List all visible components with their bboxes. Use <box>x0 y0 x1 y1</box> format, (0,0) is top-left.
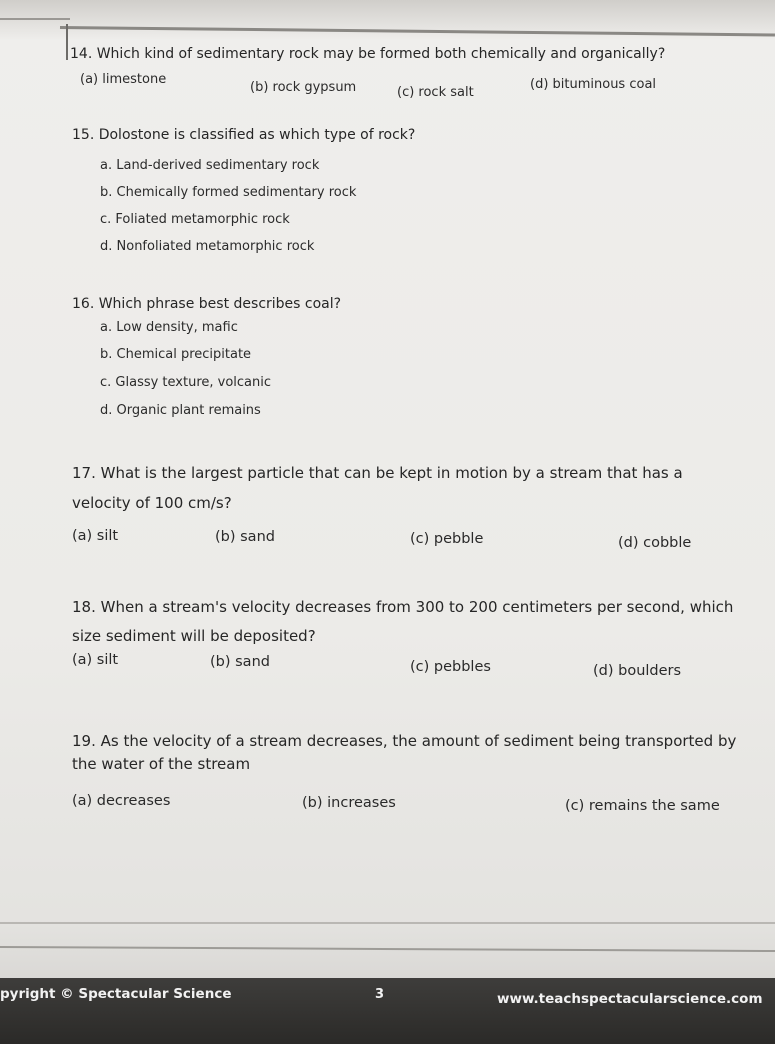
question-17-option-b: (b) sand <box>215 529 275 545</box>
question-19-prompt-line1: 19. As the velocity of a stream decreases, the amount of sediment being transported by <box>72 732 737 750</box>
question-14-option-c: (c) rock salt <box>397 85 474 100</box>
question-16-prompt: 16. Which phrase best describes coal? <box>72 296 342 312</box>
question-18-option-d: (d) boulders <box>593 663 682 679</box>
question-16-option-d: d. Organic plant remains <box>100 403 261 418</box>
question-19-option-c: (c) remains the same <box>565 798 720 814</box>
question-14-option-a: (a) limestone <box>80 72 167 87</box>
paper-margin-rule <box>66 24 68 60</box>
question-17-option-a: (a) silt <box>72 528 119 544</box>
question-19-option-a: (a) decreases <box>72 793 171 809</box>
question-15-option-d: d. Nonfoliated metamorphic rock <box>100 239 315 254</box>
paper-edge-left <box>0 18 70 20</box>
question-17-prompt-line1: 17. What is the largest particle that can be kept in motion by a stream that has a <box>72 464 683 482</box>
question-15-option-c: c. Foliated metamorphic rock <box>100 212 290 227</box>
question-15-option-b: b. Chemically formed sedimentary rock <box>100 185 357 200</box>
question-15-option-a: a. Land-derived sedimentary rock <box>100 158 320 173</box>
footer-url: www.teachspectacularscience.com <box>497 991 763 1007</box>
paper-fold-line <box>0 922 775 924</box>
footer-copyright: pyright © Spectacular Science <box>0 986 232 1002</box>
question-16-option-c: c. Glassy texture, volcanic <box>100 375 272 390</box>
question-16-option-a: a. Low density, mafic <box>100 320 238 335</box>
footer-bar <box>0 978 775 1044</box>
footer-page-number: 3 <box>375 987 385 1002</box>
question-18-prompt-line2: size sediment will be deposited? <box>72 627 316 645</box>
question-17-prompt-line2: velocity of 100 cm/s? <box>72 494 232 512</box>
question-17-option-c: (c) pebble <box>410 531 484 547</box>
question-15-prompt: 15. Dolostone is classified as which type of rock? <box>72 127 416 143</box>
question-14-option-b: (b) rock gypsum <box>250 80 357 95</box>
question-14-option-d: (d) bituminous coal <box>530 77 657 92</box>
question-18-option-a: (a) silt <box>72 652 119 668</box>
question-19-prompt-line2: the water of the stream <box>72 755 251 773</box>
question-14-prompt: 14. Which kind of sedimentary rock may be formed both chemically and organically? <box>70 46 666 62</box>
question-18-prompt-line1: 18. When a stream's velocity decreases from 300 to 200 centimeters per second, which <box>72 598 734 616</box>
question-17-option-d: (d) cobble <box>618 535 692 551</box>
paper-fold-line <box>0 946 775 952</box>
question-18-option-b: (b) sand <box>210 654 270 670</box>
question-19-option-b: (b) increases <box>302 795 396 811</box>
question-16-option-b: b. Chemical precipitate <box>100 347 252 362</box>
question-18-option-c: (c) pebbles <box>410 659 491 675</box>
